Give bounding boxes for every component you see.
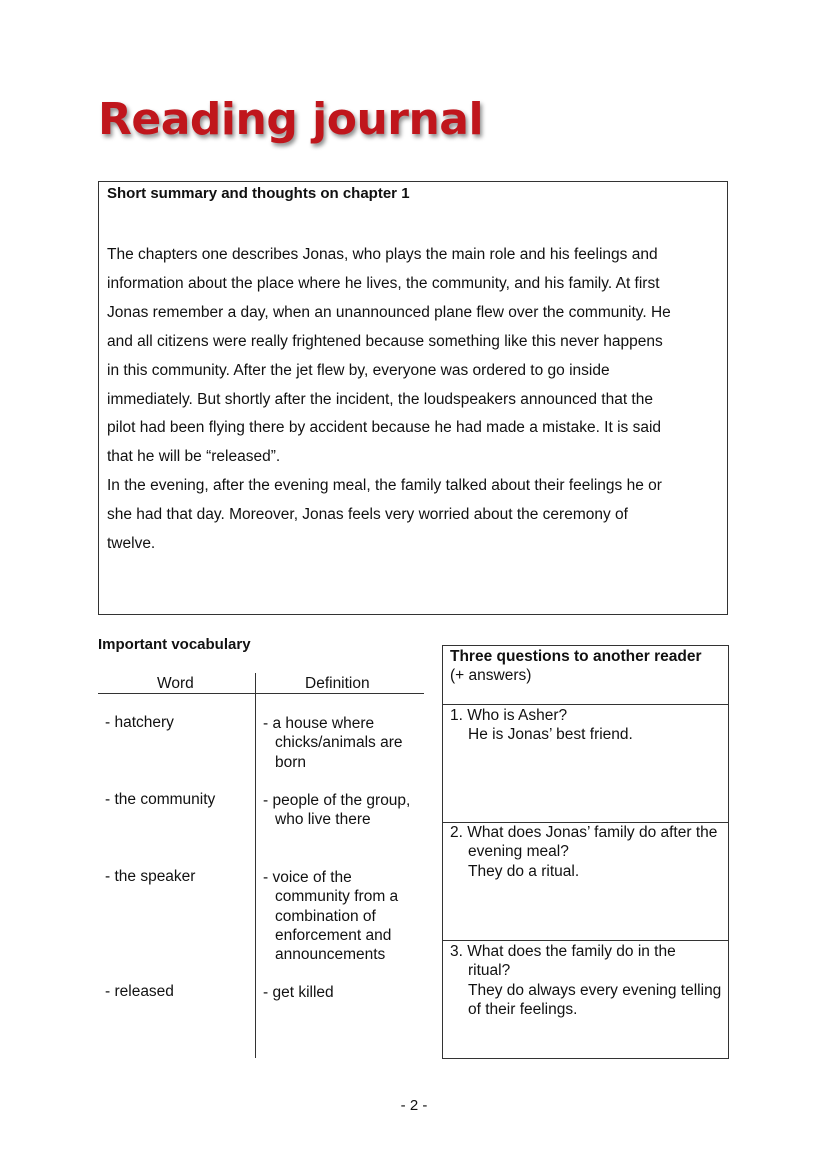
question-text: 2. What does Jonas’ family do after the evening meal? [450, 824, 718, 861]
summary-line: and all citizens were really frightened because something like this never happens [107, 332, 663, 350]
vocabulary-definition: - get killed [263, 984, 334, 1001]
summary-line: The chapters one describes Jonas, who plays the main role and his feelings and [107, 246, 658, 263]
question-text: 1. Who is Asher? [450, 707, 568, 724]
summary-line: that he will be “released”. [107, 448, 281, 466]
vocabulary-word: - hatchery [105, 714, 174, 731]
answer-text: He is Jonas’ best friend. [468, 726, 633, 744]
question-item [443, 706, 728, 745]
page-title: Reading journal [98, 94, 484, 145]
summary-heading: Short summary and thoughts on chapter 1 [107, 185, 410, 202]
summary-line: Jonas remember a day, when an unannounced plane flew over the community. He [107, 303, 671, 321]
vocabulary-definition: - people of the group, who live there [263, 792, 411, 829]
vocabulary-word: - the speaker [105, 868, 196, 885]
summary-line: immediately. But shortly after the incident, the loudspeakers announced that the [107, 390, 653, 408]
question-item [443, 942, 728, 1019]
summary-line: she had that day. Moreover, Jonas feels very worried about the ceremony of [107, 506, 628, 524]
vocabulary-definition-column-header: Definition [305, 675, 370, 692]
vocabulary-word: - released [105, 983, 174, 1000]
question-text: 3. What does the family do in the ritual? [450, 943, 676, 980]
answer-text: They do a ritual. [468, 862, 580, 880]
questions-divider [443, 704, 728, 705]
questions-header [443, 647, 728, 686]
vocabulary-header-divider [98, 693, 424, 694]
page-number: - 2 - [400, 1097, 428, 1114]
questions-subheading: (+ answers) [450, 667, 532, 685]
vocabulary-word: - the community [105, 791, 216, 808]
vocabulary-word-column-header: Word [157, 675, 194, 692]
answer-text: They do always every evening telling of their feelings. [468, 981, 722, 1018]
summary-line: twelve. [107, 535, 156, 553]
vocabulary-table [98, 673, 424, 1058]
summary-text [107, 241, 719, 559]
vocabulary-definition: - a house where chicks/animals are born [263, 715, 403, 771]
vocabulary-column-divider [255, 673, 256, 1058]
questions-heading: Three questions to another reader [450, 648, 702, 665]
summary-box [98, 181, 728, 615]
vocabulary-heading: Important vocabulary [98, 636, 251, 653]
questions-divider [443, 940, 728, 941]
question-item [443, 823, 728, 881]
summary-line: in this community. After the jet flew by, everyone was ordered to go inside [107, 361, 610, 379]
summary-line: information about the place where he lives, the community, and his family. At first [107, 274, 660, 292]
questions-box [442, 645, 729, 1059]
vocabulary-definition: - voice of the community from a combination of enforcement and announcements [263, 869, 399, 964]
summary-line: In the evening, after the evening meal, the family talked about their feelings he or [107, 477, 662, 495]
summary-line: pilot had been flying there by accident because he had made a mistake. It is said [107, 419, 662, 437]
